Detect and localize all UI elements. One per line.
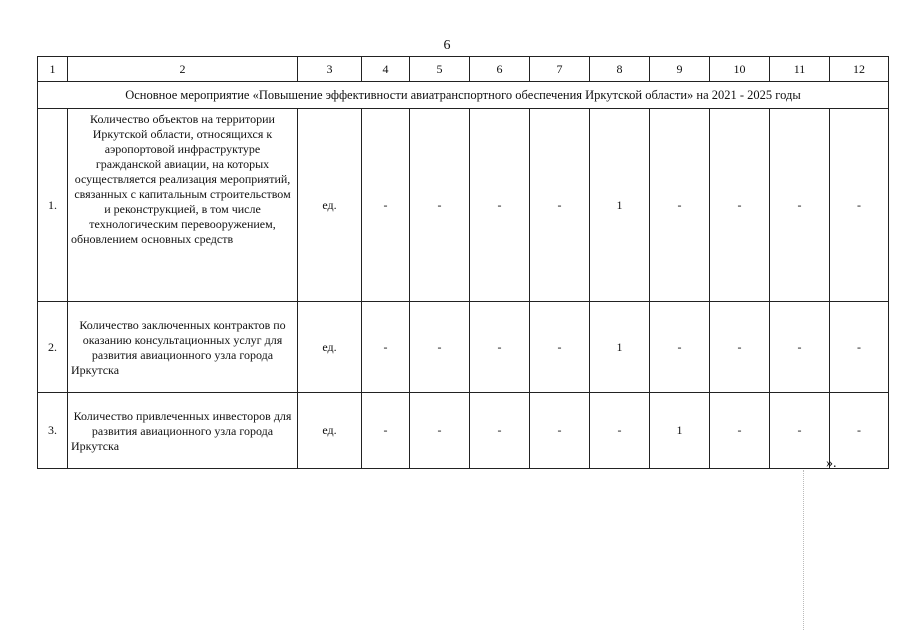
row-number: 3. [38, 393, 68, 469]
value-cell: - [830, 109, 889, 302]
section-row [38, 82, 889, 109]
table-row [38, 109, 889, 302]
value-cell: - [650, 302, 710, 393]
value-cell: - [770, 109, 830, 302]
value-cell: - [362, 393, 410, 469]
value-cell: - [410, 302, 470, 393]
value-cell: - [530, 109, 590, 302]
value-cell: - [470, 302, 530, 393]
value-cell: - [710, 393, 770, 469]
value-cell: - [650, 109, 710, 302]
value-cell: - [530, 393, 590, 469]
value-cell: 1 [590, 109, 650, 302]
column-header: 7 [530, 57, 590, 82]
column-header: 4 [362, 57, 410, 82]
indicator-description: Количество заключенных контрактов по оказанию консультационных услуг для развития авиационного узла города Иркутска [68, 302, 298, 393]
closing-quote-mark: ». [826, 456, 837, 471]
column-header: 12 [830, 57, 889, 82]
value-cell: - [710, 302, 770, 393]
scan-artifact [803, 470, 806, 630]
unit-cell: ед. [298, 109, 362, 302]
column-header: 2 [68, 57, 298, 82]
table-row [38, 302, 889, 393]
value-cell: - [410, 109, 470, 302]
column-header: 9 [650, 57, 710, 82]
value-cell: - [470, 109, 530, 302]
value-cell: - [362, 302, 410, 393]
unit-cell: ед. [298, 393, 362, 469]
column-number-row [38, 57, 889, 82]
column-header: 10 [710, 57, 770, 82]
indicator-description: Количество объектов на территории Иркутской области, относящихся к аэропортовой инфраструктуре гражданской авиации, на которых осуществляется реализация мероприятий, связанных с капитальным строительством и реконструкцией, в том числе технологическим перевооружением, обновлением основных средств [68, 109, 298, 302]
section-title: Основное мероприятие «Повышение эффективности авиатранспортного обеспечения Иркутской области» на 2021 - 2025 годы [38, 82, 889, 109]
value-cell: 1 [650, 393, 710, 469]
column-header: 5 [410, 57, 470, 82]
value-cell: - [590, 393, 650, 469]
value-cell: - [710, 109, 770, 302]
column-header: 3 [298, 57, 362, 82]
value-cell: - [410, 393, 470, 469]
table-row [38, 393, 889, 469]
value-cell: - [830, 393, 889, 469]
column-header: 1 [38, 57, 68, 82]
column-header: 11 [770, 57, 830, 82]
indicator-description: Количество привлеченных инвесторов для развития авиационного узла города Иркутска [68, 393, 298, 469]
column-header: 6 [470, 57, 530, 82]
value-cell: - [830, 302, 889, 393]
column-header: 8 [590, 57, 650, 82]
value-cell: - [530, 302, 590, 393]
row-number: 1. [38, 109, 68, 302]
value-cell: - [770, 393, 830, 469]
page-number: 6 [443, 38, 451, 53]
unit-cell: ед. [298, 302, 362, 393]
row-number: 2. [38, 302, 68, 393]
value-cell: - [470, 393, 530, 469]
value-cell: - [362, 109, 410, 302]
value-cell: 1 [590, 302, 650, 393]
indicators-table [37, 56, 889, 469]
value-cell: - [770, 302, 830, 393]
